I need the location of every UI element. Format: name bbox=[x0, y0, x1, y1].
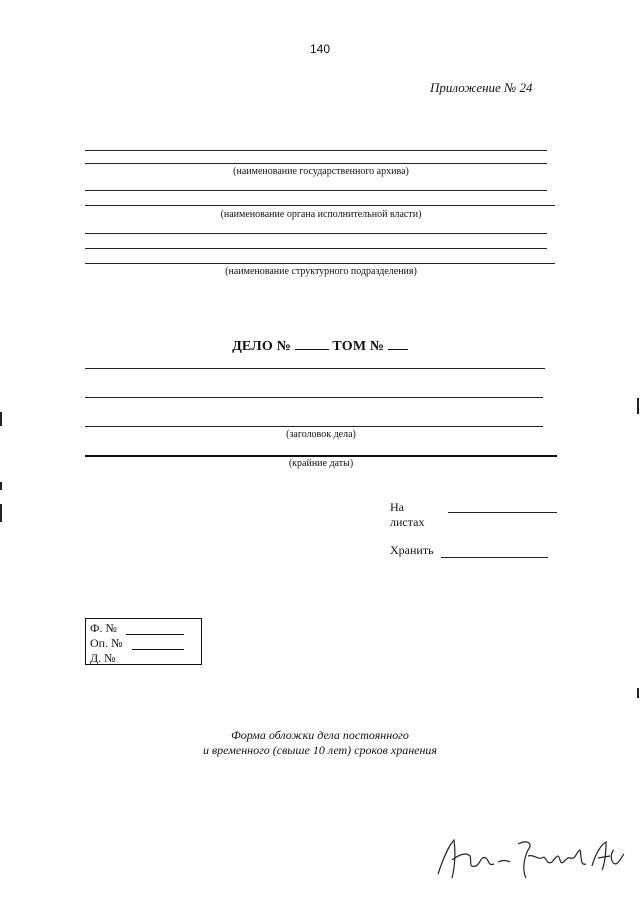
page-number: 140 bbox=[309, 42, 331, 56]
archive-caption: (наименование государственного архива) bbox=[233, 166, 409, 177]
form-caption bbox=[0, 728, 640, 758]
case-title-line-1 bbox=[85, 368, 545, 369]
scan-mark bbox=[0, 504, 2, 522]
fund-box bbox=[85, 618, 202, 665]
department-caption: (наименование структурного подразделения) bbox=[225, 266, 417, 277]
case-label: Д. № bbox=[90, 651, 116, 665]
inventory-row bbox=[90, 636, 201, 651]
scan-mark bbox=[637, 688, 639, 698]
authority-caption: (наименование органа исполнительной власти) bbox=[220, 209, 422, 220]
authority-line-2 bbox=[85, 205, 555, 206]
sheets-count-field[interactable] bbox=[448, 512, 557, 513]
form-caption-line-1: Форма обложки дела постоянного bbox=[231, 728, 409, 742]
archive-line-1 bbox=[85, 150, 547, 151]
sheets-label-1: На bbox=[390, 500, 404, 514]
inventory-field[interactable] bbox=[132, 649, 184, 650]
scan-mark bbox=[0, 412, 2, 426]
inventory-label: Оп. № bbox=[90, 636, 123, 650]
volume-number-label: ТОМ № bbox=[332, 339, 385, 354]
keep-label: Хранить bbox=[390, 543, 434, 557]
volume-number-blank[interactable] bbox=[388, 349, 408, 350]
handwritten-signature bbox=[430, 826, 630, 886]
case-number-blank[interactable] bbox=[295, 349, 329, 350]
dates-caption: (крайние даты) bbox=[288, 458, 354, 469]
fund-row bbox=[90, 621, 201, 636]
department-line-2 bbox=[85, 248, 547, 249]
department-line-1 bbox=[85, 233, 547, 234]
fund-label: Ф. № bbox=[90, 621, 117, 635]
fund-field[interactable] bbox=[126, 634, 184, 635]
authority-line-1 bbox=[85, 190, 547, 191]
appendix-label: Приложение № 24 bbox=[430, 80, 533, 95]
case-heading bbox=[0, 339, 640, 355]
case-title-line-3 bbox=[85, 426, 543, 427]
form-caption-line-2: и временного (свыше 10 лет) сроков хранения bbox=[202, 743, 438, 757]
case-row bbox=[90, 651, 201, 666]
case-title-line-2 bbox=[85, 397, 543, 398]
scan-mark bbox=[0, 482, 2, 490]
case-title-caption: (заголовок дела) bbox=[286, 429, 356, 440]
case-number-label: ДЕЛО № bbox=[232, 339, 291, 354]
sheets-label-2: листах bbox=[390, 515, 425, 529]
case-field[interactable] bbox=[123, 664, 184, 665]
dates-line bbox=[85, 455, 557, 457]
department-line-3 bbox=[85, 263, 555, 264]
archive-line-2 bbox=[85, 163, 547, 164]
scan-mark bbox=[637, 398, 639, 414]
keep-period-field[interactable] bbox=[441, 557, 548, 558]
